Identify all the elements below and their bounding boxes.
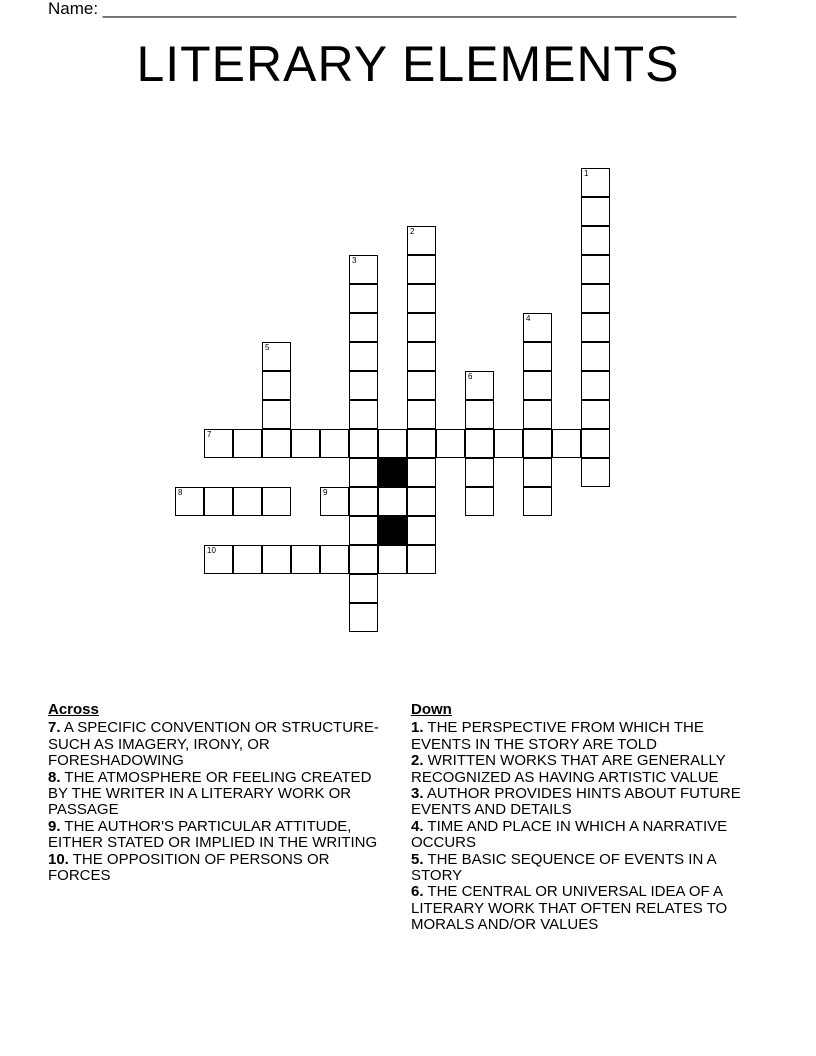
- crossword-cell[interactable]: [204, 487, 233, 516]
- clue-text: THE PERSPECTIVE FROM WHICH THE EVENTS IN THE STORY ARE TOLD: [411, 719, 704, 753]
- clue-text: THE BASIC SEQUENCE OF EVENTS IN A STORY: [411, 850, 716, 885]
- crossword-cell[interactable]: [349, 545, 378, 574]
- clue-number-label: 6: [468, 372, 473, 381]
- crossword-cell[interactable]: [436, 429, 465, 458]
- down-clue-4: [411, 819, 761, 852]
- clue-number: 9.: [48, 817, 61, 835]
- clue-number: 2.: [411, 752, 424, 770]
- crossword-cell-1[interactable]: [581, 168, 610, 197]
- clue-number: 4.: [411, 817, 424, 835]
- crossword-cell[interactable]: [465, 487, 494, 516]
- crossword-cell-9[interactable]: [320, 487, 349, 516]
- crossword-cell[interactable]: [523, 342, 552, 371]
- across-heading: Across: [48, 701, 99, 718]
- clue-text: THE AUTHOR'S PARTICULAR ATTITUDE, EITHER STATED OR IMPLIED IN THE WRITING: [48, 817, 378, 852]
- down-clue-6: [411, 884, 761, 933]
- crossword-cell[interactable]: [407, 429, 436, 458]
- clue-text: AUTHOR PROVIDES HINTS ABOUT FUTURE EVENTS AND DETAILS: [411, 785, 741, 819]
- crossword-cell[interactable]: [407, 284, 436, 313]
- crossword-cell[interactable]: [407, 545, 436, 574]
- crossword-cell[interactable]: [407, 313, 436, 342]
- clue-number: 1.: [411, 719, 424, 737]
- crossword-cell[interactable]: [233, 545, 262, 574]
- crossword-cell-7[interactable]: [204, 429, 233, 458]
- crossword-cell-5[interactable]: [262, 342, 291, 371]
- clue-number-label: 9: [323, 488, 328, 497]
- clue-number-label: 4: [526, 314, 531, 323]
- crossword-cell[interactable]: [523, 487, 552, 516]
- crossword-cell[interactable]: [407, 400, 436, 429]
- crossword-cell[interactable]: [349, 284, 378, 313]
- down-heading: Down: [411, 701, 452, 718]
- crossword-cell[interactable]: [233, 487, 262, 516]
- clue-number: 5.: [411, 850, 424, 868]
- crossword-cell[interactable]: [349, 429, 378, 458]
- down-clue-3: [411, 786, 761, 819]
- down-clues: [411, 702, 761, 934]
- crossword-cell[interactable]: [349, 400, 378, 429]
- clue-text: THE OPPOSITION OF PERSONS OR FORCES: [48, 850, 330, 885]
- crossword-cell[interactable]: [349, 487, 378, 516]
- crossword-cell-2[interactable]: [407, 226, 436, 255]
- clue-text: THE CENTRAL OR UNIVERSAL IDEA OF A LITERARY WORK THAT OFTEN RELATES TO MORALS AND/OR VALUES: [411, 883, 728, 934]
- crossword-cell-10[interactable]: [204, 545, 233, 574]
- clue-number: 3.: [411, 785, 424, 803]
- crossword-cell[interactable]: [349, 313, 378, 342]
- crossword-cell[interactable]: [233, 429, 262, 458]
- crossword-cell[interactable]: [581, 284, 610, 313]
- crossword-cell[interactable]: [581, 371, 610, 400]
- clue-text: THE ATMOSPHERE OR FEELING CREATED BY THE WRITER IN A LITERARY WORK OR PASSAGE: [48, 768, 372, 819]
- crossword-cell-3[interactable]: [349, 255, 378, 284]
- crossword-cell[interactable]: [262, 371, 291, 400]
- clue-number-label: 5: [265, 343, 270, 352]
- crossword-cell[interactable]: [581, 400, 610, 429]
- across-clue-9: [48, 819, 393, 852]
- crossword-cell[interactable]: [581, 458, 610, 487]
- crossword-cell-6[interactable]: [465, 371, 494, 400]
- clue-text: WRITTEN WORKS THAT ARE GENERALLY RECOGNIZED AS HAVING ARTISTIC VALUE: [411, 752, 726, 786]
- crossword-cell[interactable]: [581, 342, 610, 371]
- page-title: LITERARY ELEMENTS: [136, 36, 680, 92]
- crossword-cell[interactable]: [349, 371, 378, 400]
- clue-number-label: 2: [410, 227, 415, 236]
- crossword-cell[interactable]: [581, 197, 610, 226]
- crossword-cell[interactable]: [349, 574, 378, 603]
- clue-number-label: 10: [207, 546, 216, 555]
- crossword-cell[interactable]: [523, 429, 552, 458]
- blocked-cell: [378, 516, 407, 545]
- crossword-cell[interactable]: [407, 255, 436, 284]
- crossword-cell[interactable]: [407, 371, 436, 400]
- crossword-cell[interactable]: [320, 545, 349, 574]
- crossword-cell[interactable]: [262, 487, 291, 516]
- crossword-cell-4[interactable]: [523, 313, 552, 342]
- blocked-cell: [378, 458, 407, 487]
- clue-number-label: 1: [584, 169, 589, 178]
- crossword-cell[interactable]: [407, 516, 436, 545]
- crossword-cell[interactable]: [581, 313, 610, 342]
- crossword-cell[interactable]: [349, 458, 378, 487]
- clue-number: 6.: [411, 883, 424, 901]
- crossword-cell[interactable]: [262, 400, 291, 429]
- crossword-cell-8[interactable]: [175, 487, 204, 516]
- down-clue-1: [411, 720, 761, 753]
- clue-text: A SPECIFIC CONVENTION OR STRUCTURE-SUCH AS IMAGERY, IRONY, OR FORESHADOWING: [48, 719, 379, 770]
- name-field-line[interactable]: Name: ___________________________________________________________________: [48, 0, 737, 18]
- crossword-cell[interactable]: [349, 516, 378, 545]
- crossword-cell[interactable]: [349, 342, 378, 371]
- clue-number: 7.: [48, 719, 61, 737]
- crossword-cell[interactable]: [291, 545, 320, 574]
- down-clue-5: [411, 852, 761, 885]
- across-clue-8: [48, 770, 393, 819]
- clue-number: 8.: [48, 768, 61, 786]
- clue-text: TIME AND PLACE IN WHICH A NARRATIVE OCCURS: [411, 817, 728, 852]
- across-clue-10: [48, 852, 393, 885]
- clue-number-label: 8: [178, 488, 183, 497]
- crossword-cell[interactable]: [552, 429, 581, 458]
- clue-number-label: 7: [207, 430, 212, 439]
- crossword-cell[interactable]: [407, 458, 436, 487]
- crossword-cell[interactable]: [465, 458, 494, 487]
- crossword-cell[interactable]: [407, 487, 436, 516]
- across-clue-7: [48, 720, 393, 769]
- clue-number: 10.: [48, 850, 69, 868]
- down-clue-2: [411, 753, 761, 786]
- crossword-cell[interactable]: [523, 371, 552, 400]
- crossword-cell[interactable]: [523, 400, 552, 429]
- crossword-cell[interactable]: [349, 603, 378, 632]
- crossword-cell[interactable]: [581, 226, 610, 255]
- crossword-cell[interactable]: [465, 400, 494, 429]
- crossword-cell[interactable]: [262, 545, 291, 574]
- crossword-cell[interactable]: [581, 429, 610, 458]
- crossword-cell[interactable]: [378, 545, 407, 574]
- crossword-cell[interactable]: [581, 255, 610, 284]
- crossword-cell[interactable]: [378, 487, 407, 516]
- clue-number-label: 3: [352, 256, 357, 265]
- crossword-cell[interactable]: [494, 429, 523, 458]
- crossword-cell[interactable]: [262, 429, 291, 458]
- crossword-cell[interactable]: [320, 429, 349, 458]
- crossword-cell[interactable]: [291, 429, 320, 458]
- crossword-cell[interactable]: [378, 429, 407, 458]
- across-clues: [48, 702, 393, 884]
- crossword-cell[interactable]: [523, 458, 552, 487]
- crossword-cell[interactable]: [407, 342, 436, 371]
- crossword-cell[interactable]: [465, 429, 494, 458]
